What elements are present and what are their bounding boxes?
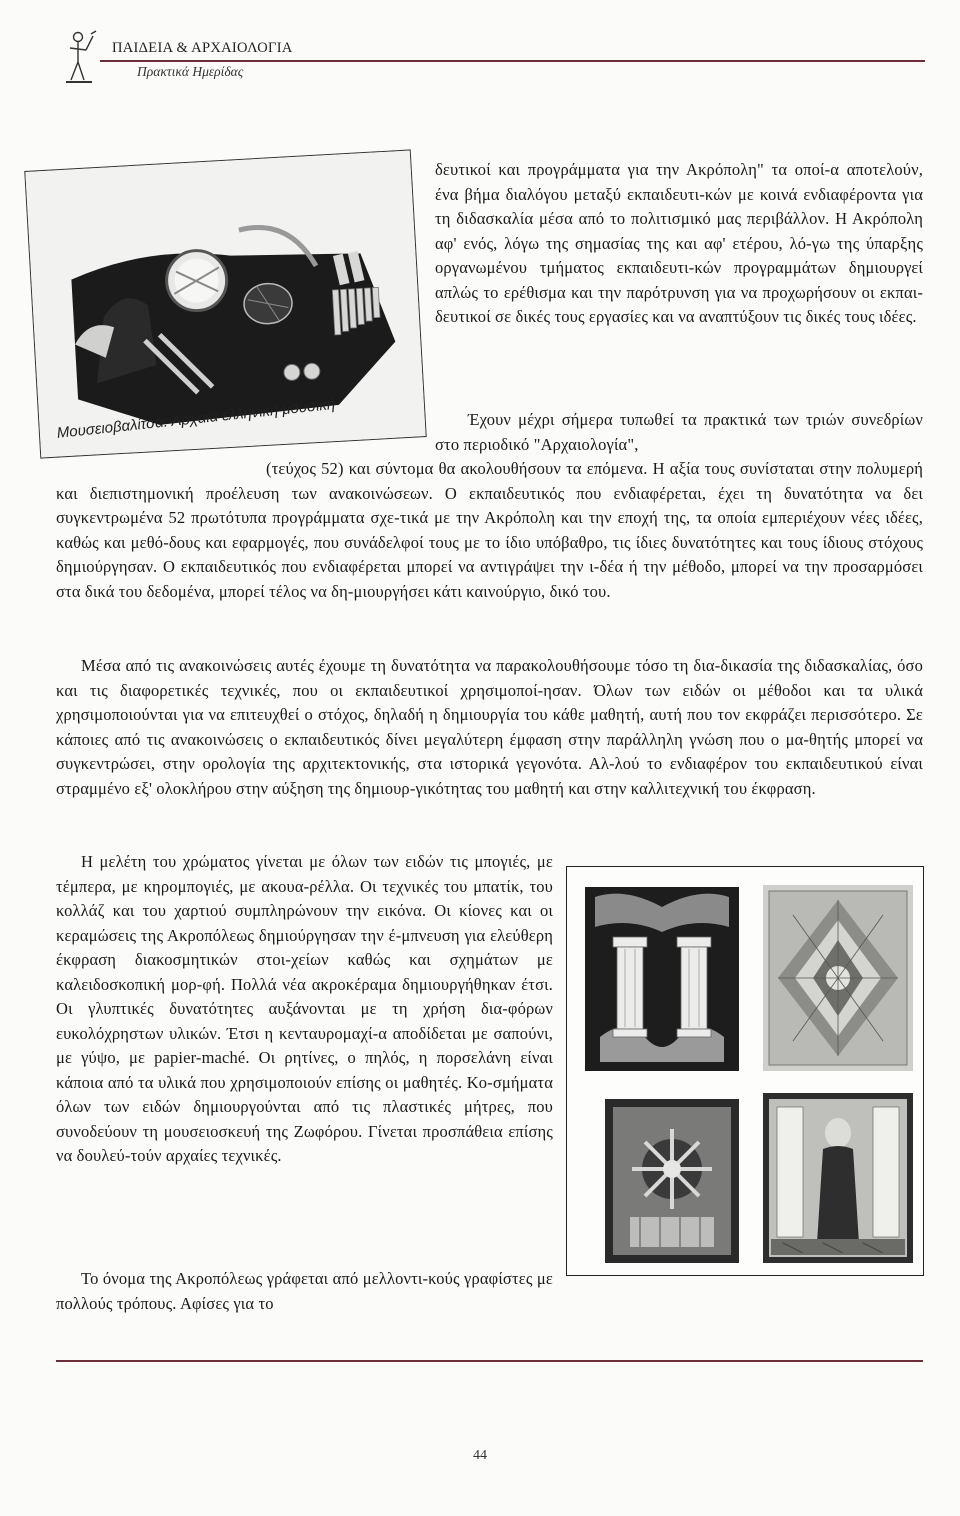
akroterion-artwork xyxy=(605,1099,739,1263)
paragraph-intro-continued: δευτικοί και προγράμματα για την Ακρόπολη" τα οποί-α αποτελούν, ένα βήμα διαλόγου μεταξύ εκπαιδευτι-κών με κοινά ενδιαφέροντα για τη διδασκαλία μέσα από το πολιτισμικό μας περιβάλλον. Η Ακρόπολη αφ' ενός, λόγω της σημασίας της και αφ' ετέρου, λό-γω της ύπαρξης οργανωμένου τμήματος εκπαιδευτι-κών προγραμμάτων δημιουργεί απλώς το ερέθισμα και την παρότρυνση για να προχωρήσουν οι εκπαι-δευτικοί σε δικές τους εργασίες και να αναπτύξουν τις δικές τους ιδέες. xyxy=(435,160,923,326)
caryatid-artwork xyxy=(763,1093,913,1263)
photo-caption: Μουσειοβαλίτσα: Αρχαία ελληνική μουσική xyxy=(56,395,336,442)
paragraph-proceedings-value: (τεύχος 52) και σύντομα θα ακολουθήσουν τα επόμενα. Η αξία τους συνίσταται στην πολυμερή και διεπιστημονική προέλευση των ανακοινώσεων. Ο εκπαιδευτικός που ενδιαφέρεται, έχει τη δυνατότητα να δει συγκεντρωμένα 52 πρωτότυπα προγράμματα σχε-τικά με την Ακρόπολη και την εποχή της, τα οποία εμπεριέχουν νέες ιδέες, καθώς και μεθό-δους και εφαρμογές, που συνάδελφοί τους με το ίδιο υπόβαθρο, τις ίδιες δυνατότητες και τους ίδιους στόχους δημιούργησαν. Ο εκπαιδευτικός που ενδιαφέρεται μπορεί να αντιγράψει την ι-δέα ή την μέθοδο, μπορεί να την προσαρμόσει στα δικά του δεδομένα, μπορεί τέλος να δη-μιουργήσει κάτι καινούργιο, δικό του. xyxy=(56,459,923,601)
paragraph-colour-study: Η μελέτη του χρώματος γίνεται με όλων των ειδών τις μπογιές, με τέμπερα, με κηρομπογιές, με ακουα-ρέλλα. Οι τεχνικές του μπατίκ, του κολλάζ και του χαρτιού συμπληρώνουν την εικόνα. Οι κίονες και οι κεραμώσεις της Ακροπόλεως δημιούργησαν την έ-μπνευση για ελεύθερη έκφραση διακοσμητικών στοι-χείων καθώς και σχημάτων με καλειδοσκοπική μορ-φή. Πολλά νέα ακροκέραμα δημιουργήθηκαν έτσι. Οι γλυπτικές δυνατότητες αυξάνονται με τη χρήση δια-φόρων ευκολόχρηστων υλικών. Έτσι η κενταυρομαχί-α αποδίδεται με σαπούνι, με γύψο, με papier-maché. Οι ρητίνες, ο πηλός, η πορσελάνη είναι κάποια από τα υλικά που χρησιμοποιούν επίσης οι μαθητές. Κο-σμήματα όλων των ειδών δημιουργούνται από τις πλαστικές μήτρες, που συνοδεύουν τη μουσειοσκευή της Ζωφόρου. Γίνεται προσπάθεια επίσης να δουλεύ-τούν αρχαίες τεχνικές. xyxy=(56,852,553,1165)
paragraph-acropolis-name: Το όνομα της Ακροπόλεως γράφεται από μελλοντι-κούς γραφίστες με πολλούς τρόπους. Αφίσες για το xyxy=(56,1269,553,1313)
journal-subtitle: Πρακτικά Ημερίδας xyxy=(137,64,244,79)
header-rule xyxy=(100,60,925,62)
paragraph-announcements: Μέσα από τις ανακοινώσεις αυτές έχουμε τη δυνατότητα να παρακολουθήσουμε τόσο τη δια-δικασία της διδασκαλίας, όσο και τις διαφορετικές τεχνικές, που οι εκπαιδευτικοί χρησιμοποί-ησαν. Όλων των ειδών οι μέθοδοι και τα υλικά χρησιμοποιούνται για να επιτευχθεί ο στόχος, δηλαδή η δημιουργία του κάθε μαθητή, αυτή που τον εκφράζει περισσότερο. Σε κάποιες από τις ανακοινώσεις ο εκπαιδευτικός δίνει μεγαλύτερη έμφαση στην παράλληλη γνώση που ο μα-θητής μπορεί να συγκεντρώσει, στην ορολογία της αρχιτεκτονικής, στα ιστορικά γεγονότα. Αλ-λού το ενδιαφέρον του εκπαιδευτικού είναι στραμμένο εξ' ολοκλήρου στην αύξηση της δημιουρ-γικότητας του μαθητή και στην καλλιτεχνική του έκφραση. xyxy=(56,656,923,798)
paragraph-proceedings-start: Έχουν μέχρι σήμερα τυπωθεί τα πρακτικά των τριών συνεδρίων στο περιοδικό "Αρχαιολογία", xyxy=(435,410,923,454)
ancient-figure-icon xyxy=(58,28,98,88)
kaleidoscope-artwork xyxy=(763,885,913,1071)
journal-title: ΠΑΙΔΕΙΑ & ΑΡΧΑΙΟΛΟΓΙΑ xyxy=(112,40,293,56)
page-number: 44 xyxy=(473,1448,487,1463)
columns-artwork xyxy=(585,887,739,1071)
student-artworks-figure xyxy=(566,866,924,1276)
footer-rule xyxy=(56,1360,923,1362)
